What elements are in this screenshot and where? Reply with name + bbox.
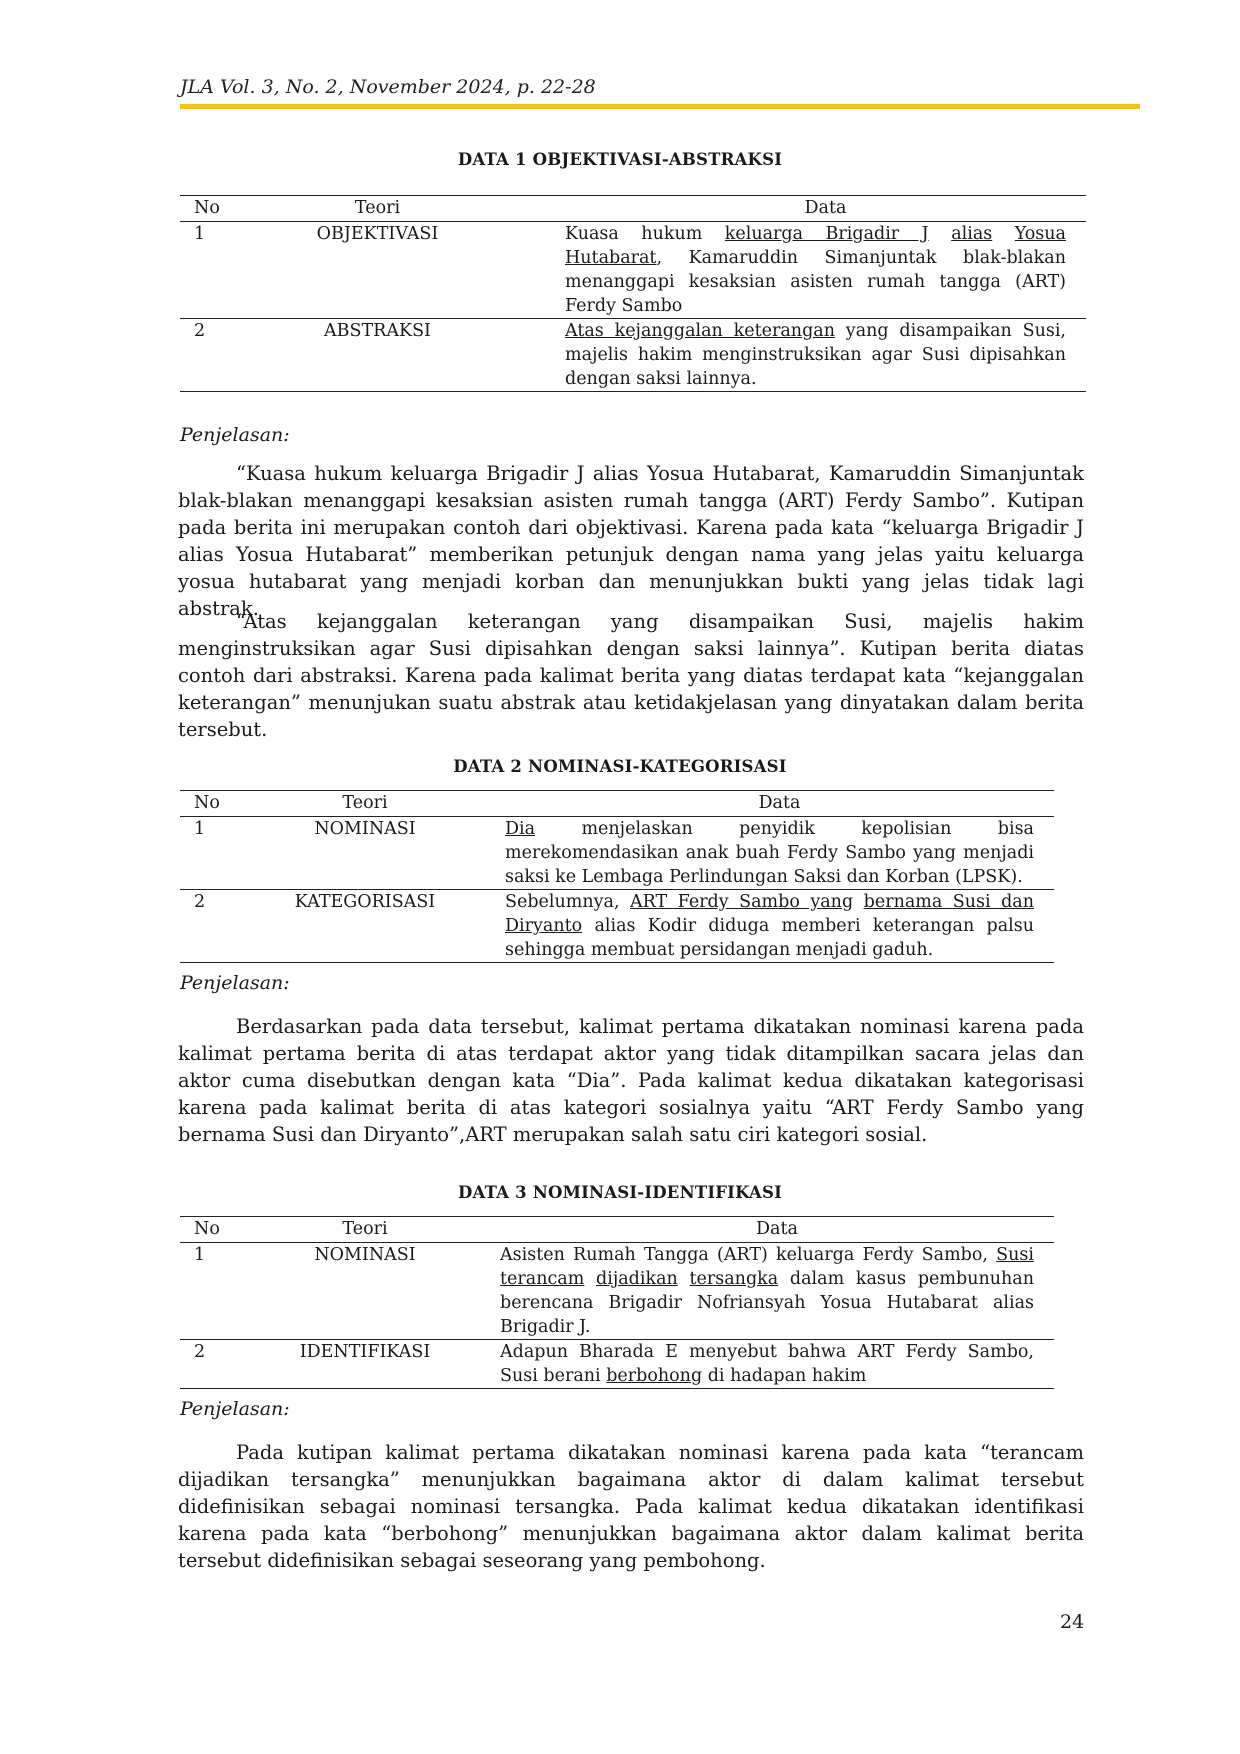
row-no: 2: [180, 890, 290, 963]
row-teori: NOMINASI: [290, 1243, 440, 1340]
explanation-label: Penjelasan:: [180, 972, 290, 994]
row-teori: ABSTRAKSI: [290, 319, 465, 392]
row-data: Sebelumnya, ART Ferdy Sambo yang bernama Susi dan Diryanto alias Kodir diduga memberi keterangan palsu sehingga membuat persidangan menjadi gaduh.: [505, 890, 1054, 963]
table-header-row: [180, 196, 1086, 222]
table-row: [180, 1340, 1054, 1389]
col-header-no: No: [180, 791, 290, 817]
page-number: 24: [1060, 1611, 1085, 1633]
paragraph: “Atas kejanggalan keterangan yang disampaikan Susi, majelis hakim menginstruksikan agar Susi dipisahkan dengan saksi lainnya”. Kutipan berita diatas contoh dari abstraksi. Karena pada kalimat berita yang diatas terdapat kata “kejanggalan keterangan” menunjukan suatu abstrak atau ketidakjelasan yang dinyatakan dalam berita tersebut.: [178, 610, 1084, 741]
row-teori: OBJEKTIVASI: [290, 222, 465, 319]
table-row: [180, 222, 1086, 319]
table-header-row: [180, 791, 1054, 817]
row-teori: KATEGORISASI: [290, 890, 440, 963]
explanation-label: Penjelasan:: [180, 1398, 290, 1420]
paragraph: Berdasarkan pada data tersebut, kalimat pertama dikatakan nominasi karena pada kalimat pertama berita di atas terdapat aktor yang tidak ditampilkan sacara jelas dan aktor cuma disebutkan dengan kata “Dia”. Pada kalimat kedua dikatakan kategorisasi karena pada kalimat berita di atas kategori sosialnya yaitu “ART Ferdy Sambo yang bernama Susi dan Diryanto”,ART merupakan salah satu ciri kategori sosial.: [178, 1015, 1084, 1146]
row-data: Asisten Rumah Tangga (ART) keluarga Ferdy Sambo, Susi terancam dijadikan tersangka dalam kasus pembunuhan berencana Brigadir Nofriansyah Yosua Hutabarat alias Brigadir J.: [500, 1243, 1054, 1340]
row-teori: IDENTIFIKASI: [290, 1340, 440, 1389]
row-no: 2: [180, 319, 290, 392]
paragraph: Pada kutipan kalimat pertama dikatakan nominasi karena pada kata “terancam dijadikan tersangka” menunjukkan bagaimana aktor di dalam kalimat tersebut didefinisikan sebagai nominasi tersangka. Pada kalimat kedua dikatakan identifikasi karena pada kata “berbohong” menunjukkan bagaimana aktor dalam kalimat berita tersebut didefinisikan sebagai seseorang yang pembohong.: [178, 1441, 1084, 1572]
table-row: [180, 890, 1054, 963]
row-data: Adapun Bharada E menyebut bahwa ART Ferdy Sambo, Susi berani berbohong di hadapan hakim: [500, 1340, 1054, 1389]
col-header-teori: Teori: [290, 196, 465, 222]
row-data: Kuasa hukum keluarga Brigadir J alias Yosua Hutabarat, Kamaruddin Simanjuntak blak-blakan menanggapi kesaksian asisten rumah tangga (ART) Ferdy Sambo: [565, 222, 1086, 319]
table-row: [180, 319, 1086, 392]
table-row: [180, 817, 1054, 890]
row-no: 1: [180, 1243, 290, 1340]
data2-table: [180, 790, 1054, 963]
col-header-data: Data: [500, 1217, 1054, 1243]
col-header-data: Data: [505, 791, 1054, 817]
paragraph: “Kuasa hukum keluarga Brigadir J alias Yosua Hutabarat, Kamaruddin Simanjuntak blak-blakan menanggapi kesaksian asisten rumah tangga (ART) Ferdy Sambo”. Kutipan pada berita ini merupakan contoh dari objektivasi. Karena pada kata “keluarga Brigadir J alias Yosua Hutabarat” memberikan petunjuk dengan nama yang jelas yaitu keluarga yosua hutabarat yang menjadi korban dan menunjukkan bukti yang jelas tidak lagi abstrak.: [178, 462, 1084, 620]
row-no: 1: [180, 222, 290, 319]
row-data: Dia menjelaskan penyidik kepolisian bisa merekomendasikan anak buah Ferdy Sambo yang menjadi saksi ke Lembaga Perlindungan Saksi dan Korban (LPSK).: [505, 817, 1054, 890]
data3-table: [180, 1216, 1054, 1389]
col-header-no: No: [180, 196, 290, 222]
row-no: 1: [180, 817, 290, 890]
col-header-no: No: [180, 1217, 290, 1243]
data1-title: DATA 1 OBJEKTIVASI-ABSTRAKSI: [457, 150, 783, 169]
col-header-teori: Teori: [290, 1217, 440, 1243]
data3-title: DATA 3 NOMINASI-IDENTIFIKASI: [458, 1183, 782, 1202]
row-data: Atas kejanggalan keterangan yang disampaikan Susi, majelis hakim menginstruksikan agar Susi dipisahkan dengan saksi lainnya.: [565, 319, 1086, 392]
explanation-label: Penjelasan:: [180, 424, 290, 446]
row-no: 2: [180, 1340, 290, 1389]
row-teori: NOMINASI: [290, 817, 440, 890]
col-header-teori: Teori: [290, 791, 440, 817]
col-header-data: Data: [565, 196, 1086, 222]
running-head: JLA Vol. 3, No. 2, November 2024, p. 22-28: [180, 76, 596, 98]
table-header-row: [180, 1217, 1054, 1243]
table-row: [180, 1243, 1054, 1340]
data1-table: [180, 195, 1086, 392]
data2-title: DATA 2 NOMINASI-KATEGORISASI: [453, 757, 787, 776]
header-rule: [180, 104, 1140, 109]
